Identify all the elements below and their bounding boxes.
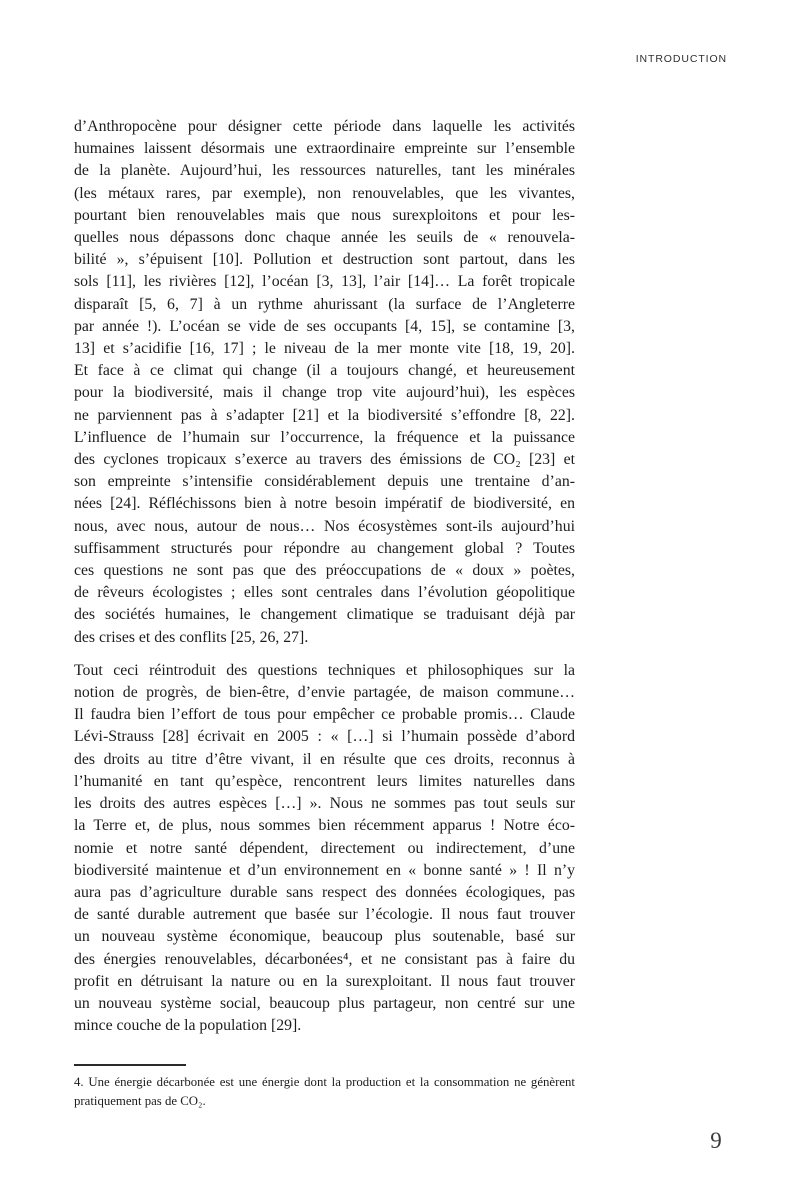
text-line: des cyclones tropicaux s’exerce au travers des émissions de CO₂ [23] et	[74, 451, 575, 469]
text-line: des droits au titre d’être vivant, il en résulte que ces droits, reconnus à	[74, 750, 575, 768]
text-line: humaines laissent désormais une extraordinaire empreinte sur l’ensemble	[74, 140, 575, 158]
text-line: suffisamment structurés pour répondre au changement global ? Toutes	[74, 539, 575, 557]
text-line: des sociétés humaines, le changement climatique se traduisant déjà par	[74, 606, 575, 624]
text-line: des énergies renouvelables, décarbonées⁴, et ne consistant pas à faire du	[74, 950, 575, 968]
text-line: de rêveurs écologistes ; elles sont centrales dans l’évolution géopolitique	[74, 584, 575, 602]
text-line: la Terre et, de plus, nous sommes bien récemment apparus ! Notre éco-	[74, 817, 575, 835]
text-line: son empreinte s’intensifie considérablement depuis une trentaine d’an-	[74, 473, 575, 491]
text-line: nomie et notre santé dépendent, directement ou indirectement, d’une	[74, 839, 575, 857]
text-line: 13] et s’acidifie [16, 17] ; le niveau de la mer monte vite [18, 19, 20].	[74, 340, 575, 358]
text-line: quelles nous dépassons donc chaque année les seuils de « renouvela-	[74, 229, 575, 247]
text-line: 4. Une énergie décarbonée est une énergie dont la production et la consommation ne génèrent	[74, 1074, 575, 1089]
text-line: Tout ceci réintroduit des questions techniques et philosophiques sur la	[74, 661, 575, 679]
text-line: profit en détruisant la nature ou en la surexploitant. Il nous faut trouver	[74, 972, 575, 990]
text-line: des crises et des conflits [25, 26, 27].	[74, 628, 309, 646]
text-line: de santé durable autrement que basée sur l’écologie. Il nous faut trouver	[74, 906, 575, 924]
text-line: pourtant bien renouvelables mais que nous surexploitons et pour les-	[74, 206, 575, 224]
running-head: INTRODUCTION	[635, 53, 727, 65]
text-line: disparaît [5, 6, 7] à un rythme ahurissant (la surface de l’Angleterre	[74, 295, 575, 313]
text-line: notion de progrès, de bien-être, d’envie partagée, de maison commune…	[74, 684, 575, 702]
paragraph	[74, 660, 575, 1037]
footnote	[74, 1064, 575, 1111]
text-line: ces questions ne sont pas que des préoccupations de « doux » poètes,	[74, 562, 575, 580]
text-line: pour la biodiversité, mais il change trop vite aujourd’hui), les espèces	[74, 384, 575, 402]
text-line: mince couche de la population [29].	[74, 1017, 302, 1035]
text-line: Et face à ce climat qui change (il a toujours changé, et heureusement	[74, 362, 575, 380]
text-line: un nouveau système économique, beaucoup plus soutenable, basé sur	[74, 928, 575, 946]
footnote-rule	[74, 1064, 186, 1066]
text-line: sols [11], les rivières [12], l’océan [3, 13], l’air [14]… La forêt tropicale	[74, 273, 575, 291]
text-line: nous, avec nous, autour de nous… Nos écosystèmes sont-ils aujourd’hui	[74, 517, 575, 535]
text-line: d’Anthropocène pour désigner cette période dans laquelle les activités	[74, 118, 575, 135]
text-line: de la planète. Aujourd’hui, les ressources naturelles, tant les minérales	[74, 162, 575, 180]
footnote-text	[74, 1073, 575, 1111]
text-line: l’humanité en tant qu’espèce, rencontrent leurs limites naturelles dans	[74, 772, 575, 790]
text-line: Il faudra bien l’effort de tous pour empêcher ce probable promis… Claude	[74, 706, 575, 724]
text-line: les droits des autres espèces […] ». Nous ne sommes pas tout seuls sur	[74, 795, 575, 813]
text-line: Lévi-Strauss [28] écrivait en 2005 : « […] si l’humain possède d’abord	[74, 728, 575, 746]
text-line: biodiversité maintenue et d’un environnement en « bonne santé » ! Il n’y	[74, 861, 575, 879]
text-line: L’influence de l’humain sur l’occurrence, la fréquence et la puissance	[74, 428, 575, 446]
text-line: un nouveau système social, beaucoup plus partageur, non centré sur une	[74, 994, 575, 1012]
text-column	[74, 116, 575, 1037]
page-number: 9	[710, 1128, 722, 1153]
text-line: aura pas d’agriculture durable sans respect des données écologiques, pas	[74, 883, 575, 901]
text-line: (les métaux rares, par exemple), non renouvelables, que les vivantes,	[74, 184, 575, 202]
paragraph	[74, 116, 575, 649]
text-line: par année !). L’océan se vide de ses occupants [4, 15], se contamine [3,	[74, 317, 575, 335]
text-line: nées [24]. Réfléchissons bien à notre besoin impératif de biodiversité, en	[74, 495, 575, 513]
text-line: bilité », s’épuisent [10]. Pollution et destruction sont partout, dans les	[74, 251, 575, 269]
text-line: pratiquement pas de CO₂.	[74, 1093, 206, 1108]
text-line: ne parviennent pas à s’adapter [21] et la biodiversité s’effondre [8, 22].	[74, 406, 575, 424]
